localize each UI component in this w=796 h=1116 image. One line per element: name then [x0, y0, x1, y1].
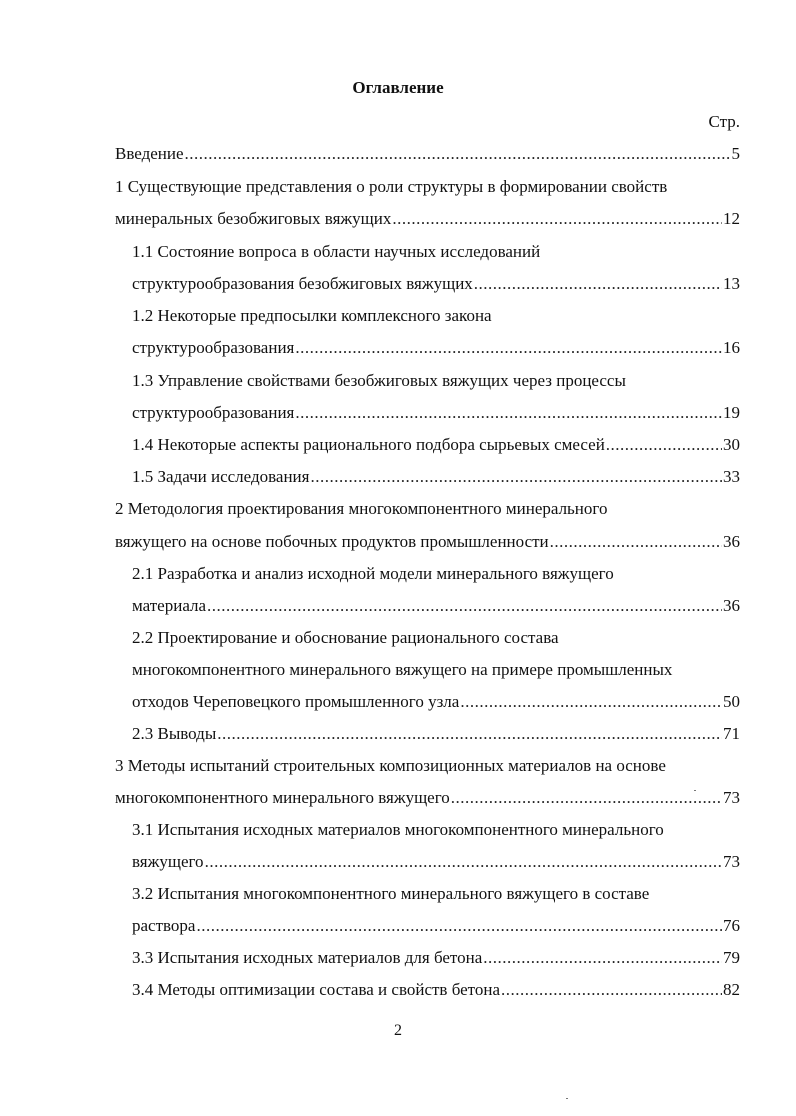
- page-title: Оглавление: [352, 78, 444, 97]
- toc-entry-chapter-1: [115, 207, 740, 231]
- dot-leader: [205, 850, 722, 874]
- toc-entry-title: 1.4 Некоторые аспекты рационального подбора сырьевых смесей: [132, 435, 605, 454]
- toc-entry-title: структурообразования: [132, 338, 295, 357]
- toc-entry-title: раствора: [132, 916, 196, 935]
- dot-leader: [310, 465, 722, 489]
- scan-speck: [694, 790, 696, 791]
- toc-entry-2-1: [132, 594, 740, 618]
- toc-entry-title: отходов Череповецкого промышленного узла: [132, 692, 460, 711]
- toc-entry-1-5: [132, 465, 740, 489]
- dot-leader: [392, 207, 722, 231]
- toc-entry-1-4: [132, 433, 740, 457]
- toc-entry-page: 13: [723, 274, 740, 293]
- toc-entry-2-2-line2: многокомпонентного минерального вяжущего на примере промышленных: [132, 660, 673, 679]
- toc-entry-page: 19: [723, 403, 740, 422]
- dot-leader: [501, 978, 722, 1002]
- toc-entry-page: 36: [723, 532, 740, 551]
- toc-entry-1-2-line1: 1.2 Некоторые предпосылки комплексного закона: [132, 306, 492, 325]
- dot-leader: [550, 530, 722, 554]
- toc-entry-page: 30: [723, 435, 740, 454]
- toc-entry-3-3: [132, 946, 740, 970]
- dot-leader: [483, 946, 722, 970]
- toc-entry-title: 3.3 Испытания исходных материалов для бетона: [132, 948, 483, 967]
- dot-leader: [207, 594, 722, 618]
- toc-entry-title: минеральных безобжиговых вяжущих: [115, 209, 392, 228]
- toc-entry-page: 33: [723, 467, 740, 486]
- dot-leader: [217, 722, 722, 746]
- toc-entry-2-1-line1: 2.1 Разработка и анализ исходной модели минерального вяжущего: [132, 564, 614, 583]
- toc-entry-page: 82: [723, 980, 740, 999]
- dot-leader: [460, 690, 722, 714]
- toc-entry-page: 12: [723, 209, 740, 228]
- toc-entry-page: 50: [723, 692, 740, 711]
- toc-entry-chapter-2-line1: 2 Методология проектирования многокомпонентного минерального: [115, 499, 608, 518]
- toc-entry-chapter-1-line1: 1 Существующие представления о роли структуры в формировании свойств: [115, 177, 668, 196]
- toc-entry-page: 73: [723, 852, 740, 871]
- toc-entry-1-3: [132, 401, 740, 425]
- toc-entry-page: 76: [723, 916, 740, 935]
- toc-entry-3-1: [132, 850, 740, 874]
- dot-leader: [196, 914, 722, 938]
- dot-leader: [295, 401, 722, 425]
- toc-entry-2-3: [132, 722, 740, 746]
- dot-leader: [474, 272, 722, 296]
- toc-entry-1-3-line1: 1.3 Управление свойствами безобжиговых вяжущих через процессы: [132, 371, 626, 390]
- dot-leader: [606, 433, 722, 457]
- toc-entry-page: 79: [723, 948, 740, 967]
- page-column-header: Стр.: [708, 112, 740, 131]
- dot-leader: [451, 786, 722, 810]
- dot-leader: [185, 142, 731, 166]
- toc-entry-2-2: [132, 690, 740, 714]
- toc-entry-title: материала: [132, 596, 207, 615]
- dot-leader: [295, 336, 722, 360]
- footer-page-number: 2: [394, 1022, 402, 1039]
- toc-entry-3-2: [132, 914, 740, 938]
- toc-entry-page: 36: [723, 596, 740, 615]
- toc-entry-3-4: [132, 978, 740, 1002]
- toc-entry-title: вяжущего: [132, 852, 204, 871]
- toc-entry-title: структурообразования безобжиговых вяжущих: [132, 274, 473, 293]
- toc-entry-chapter-3: [115, 786, 740, 810]
- toc-entry-title: 3.4 Методы оптимизации состава и свойств бетона: [132, 980, 501, 999]
- toc-entry-page: 71: [723, 724, 740, 743]
- toc-entry-title: структурообразования: [132, 403, 295, 422]
- toc-entry-title: многокомпонентного минерального вяжущего: [115, 788, 450, 807]
- toc-entry-3-2-line1: 3.2 Испытания многокомпонентного минерального вяжущего в составе: [132, 884, 650, 903]
- toc-entry-page: 73: [723, 788, 740, 807]
- toc-entry-introduction: [115, 142, 740, 166]
- toc-entry-title: Введение: [115, 144, 184, 163]
- toc-entry-title: вяжущего на основе побочных продуктов промышленности: [115, 532, 549, 551]
- toc-entry-chapter-3-line1: 3 Методы испытаний строительных композиционных материалов на основе: [115, 756, 666, 775]
- toc-entry-2-2-line1: 2.2 Проектирование и обоснование рационального состава: [132, 628, 559, 647]
- toc-entry-page: 5: [731, 144, 740, 163]
- toc-entry-title: 2.3 Выводы: [132, 724, 217, 743]
- toc-entry-3-1-line1: 3.1 Испытания исходных материалов многокомпонентного минерального: [132, 820, 664, 839]
- toc-entry-chapter-2: [115, 530, 740, 554]
- toc-entry-1-2: [132, 336, 740, 360]
- toc-entry-title: 1.5 Задачи исследования: [132, 467, 310, 486]
- toc-entry-1-1-line1: 1.1 Состояние вопроса в области научных исследований: [132, 242, 541, 261]
- toc-entry-page: 16: [723, 338, 740, 357]
- scan-speck: [566, 1098, 568, 1099]
- toc-entry-1-1: [132, 272, 740, 296]
